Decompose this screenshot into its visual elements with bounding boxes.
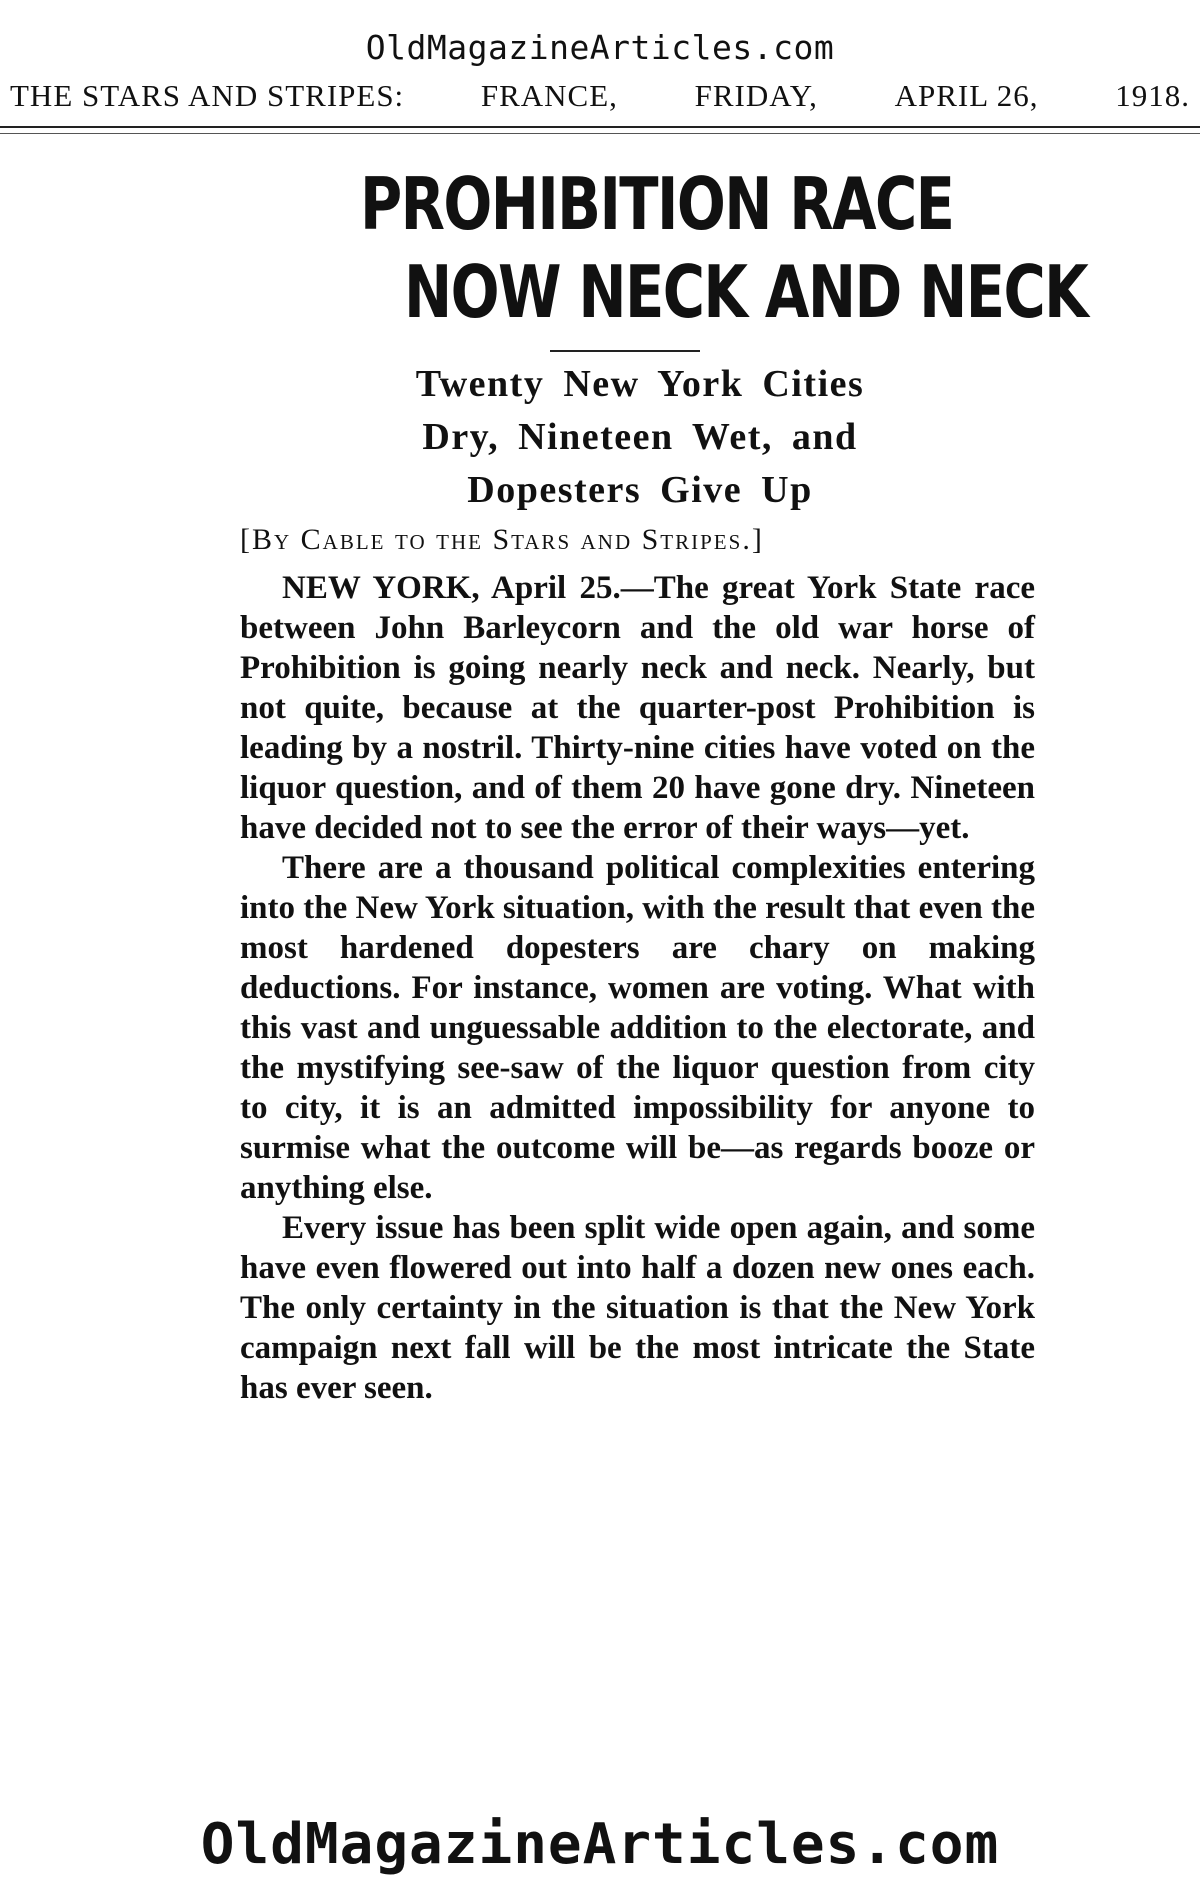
headline-line-2: NOW NECK AND NECK	[404, 250, 1088, 334]
article-body	[240, 568, 1035, 1408]
subhead-line-3: Dopesters Give Up	[467, 469, 813, 511]
byline: [By Cable to the Stars and Stripes.]	[240, 523, 764, 556]
article-paragraph-3: Every issue has been split wide open again, and some have even flowered out into half a dozen new ones each. The only certainty in the situation is that the New York campaign next fall will be the most intricate the State has ever seen.	[240, 1210, 1035, 1406]
article-paragraph-2: There are a thousand political complexities entering into the New York situation, with the result that even the most hardened dopesters are chary on making deductions. For instance, women are voting. What with this vast and unguessable addition to the electorate, and the mystifying see-saw of the liquor question from city to city, it is an admitted impossibility for anyone to surmise what the outcome will be—as regards booze or anything else.	[240, 850, 1035, 1206]
masthead-year: 1918.	[1115, 78, 1190, 113]
headline-line-1: PROHIBITION RACE	[360, 162, 954, 246]
masthead-place: FRANCE,	[480, 78, 618, 113]
masthead	[10, 78, 1190, 114]
masthead-paper-name: THE STARS AND STRIPES:	[10, 78, 405, 113]
masthead-rule	[0, 126, 1200, 128]
headline-divider	[550, 350, 700, 352]
top-watermark: OldMagazineArticles.com	[365, 28, 835, 67]
article-paragraph-1: NEW YORK, April 25.—The great York State race between John Barleycorn and the old war horse of Prohibition is going nearly neck and neck. Nearly, but not quite, because at the quarter-post Prohibition is leading by a nostril. Thirty-nine cities have voted on the liquor question, and of them 20 have gone dry. Nineteen have decided not to see the error of their ways—yet.	[240, 570, 1035, 846]
bottom-watermark: OldMagazineArticles.com	[200, 1812, 1000, 1877]
masthead-day: FRIDAY,	[694, 78, 818, 113]
subhead-line-1: Twenty New York Cities	[415, 363, 865, 405]
masthead-date: APRIL 26,	[894, 78, 1039, 113]
masthead-rule-thin	[0, 133, 1200, 134]
subhead-line-2: Dry, Nineteen Wet, and	[422, 416, 858, 458]
